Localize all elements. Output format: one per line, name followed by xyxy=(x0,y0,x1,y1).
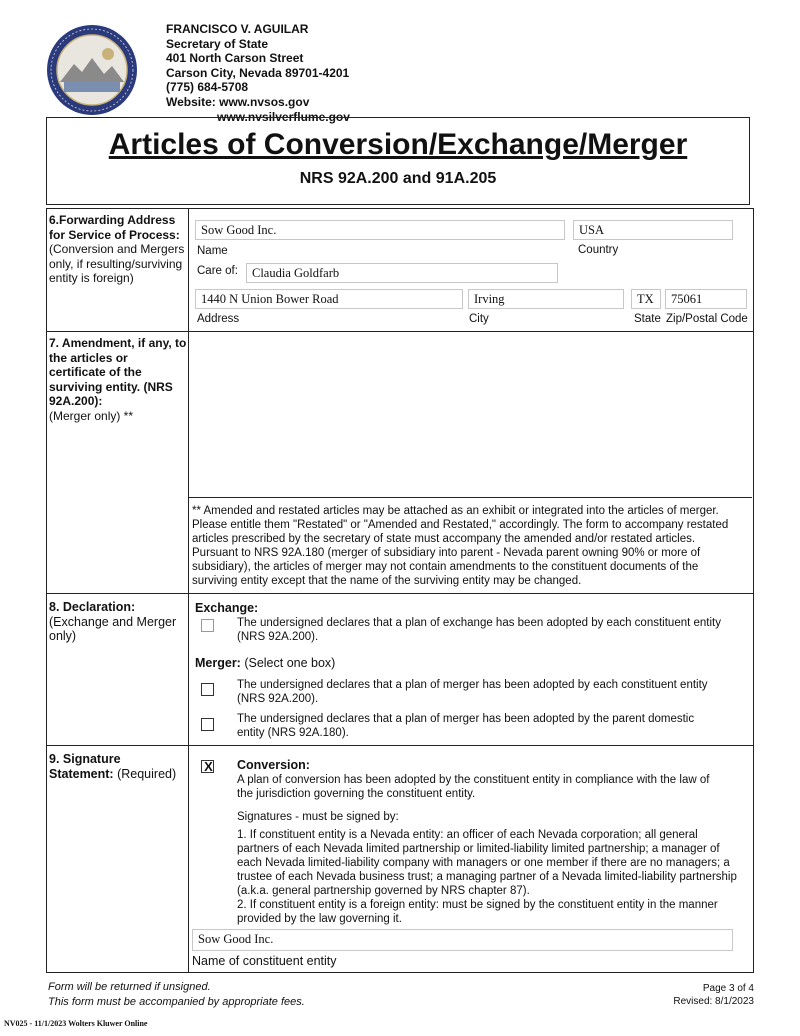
section-9-title: 9. Signature Statement: xyxy=(49,752,121,781)
section-8-note: (Exchange and Merger only) xyxy=(49,614,177,643)
merger-all-text xyxy=(237,678,708,706)
note-line: ** Amended and restated articles may be attached as an exhibit or integrated into the articles of merger. xyxy=(192,505,719,517)
state-seal-icon xyxy=(46,24,138,116)
city-caption: City xyxy=(469,313,489,325)
merger-heading-row xyxy=(195,656,335,670)
merger-parent-checkbox[interactable] xyxy=(201,718,214,731)
exchange-heading: Exchange: xyxy=(195,601,259,615)
section-9-note: (Required) xyxy=(117,766,177,781)
careof-caption: Care of: xyxy=(197,265,238,277)
merger-all-checkbox[interactable] xyxy=(201,683,214,696)
section-6-title: 6.Forwarding Address for Service of Process: xyxy=(49,213,180,242)
sig-line: each Nevada limited-liability company with managers or one member if there are no managers; a xyxy=(237,857,730,869)
constituent-entity-name-field[interactable]: Sow Good Inc. xyxy=(192,929,733,951)
exchange-line: The undersigned declares that a plan of exchange has been adopted by each constituent entity xyxy=(237,617,721,629)
footer-page-number: Page 3 of 4 xyxy=(702,983,754,994)
zip-caption: Zip/Postal Code xyxy=(666,313,748,325)
header-line-city: Carson City, Nevada 89701-4201 xyxy=(166,65,350,80)
section-7-label xyxy=(49,336,187,423)
section-8-title: 8. Declaration: xyxy=(49,600,136,614)
amendment-note xyxy=(192,504,752,588)
state-caption: State xyxy=(634,313,661,325)
header-line-street: 401 North Carson Street xyxy=(166,51,304,66)
country-field[interactable]: USA xyxy=(573,220,733,240)
sig-line: Signatures - must be signed by: xyxy=(237,811,399,823)
footer-unsigned-note: Form will be returned if unsigned. xyxy=(48,981,211,993)
conversion-text xyxy=(237,773,709,801)
column-divider xyxy=(188,746,189,972)
section-signature-statement xyxy=(46,746,754,973)
header-line-phone: (775) 684-5708 xyxy=(166,80,249,95)
conversion-line: the jurisdiction governing the constituent entity. xyxy=(237,788,476,800)
column-divider xyxy=(188,594,189,745)
section-9-label xyxy=(49,752,187,781)
column-divider xyxy=(188,209,189,331)
merger-heading: Merger: xyxy=(195,656,241,670)
section-6-note: (Conversion and Mergers only, if resulting/surviving entity is foreign) xyxy=(49,242,185,285)
sig-line: (a.k.a. general partnership governed by NRS chapter 87). xyxy=(237,885,530,897)
conversion-checkbox[interactable] xyxy=(201,760,214,773)
address-caption: Address xyxy=(197,313,240,325)
zip-field[interactable]: 75061 xyxy=(665,289,747,309)
section-6-label xyxy=(49,213,187,286)
sig-line: trustee of each Nevada business trust; a managing partner of a Nevada limited-liability partnership xyxy=(237,871,737,883)
state-field[interactable]: TX xyxy=(631,289,661,309)
signature-requirements xyxy=(237,810,737,926)
section-8-label xyxy=(49,600,187,644)
note-line: articles prescribed by the secretary of state must accompany the amended and/or restated articles. xyxy=(192,533,696,545)
careof-field[interactable]: Claudia Goldfarb xyxy=(246,263,558,283)
section-forwarding-address xyxy=(46,208,754,332)
header-line-name: FRANCISCO V. AGUILAR xyxy=(166,22,309,36)
footer-form-code: NV025 - 11/1/2023 Wolters Kluwer Online xyxy=(4,1019,148,1028)
exchange-line: (NRS 92A.200). xyxy=(237,631,319,643)
checkbox-checked-icon: X xyxy=(204,759,213,774)
conversion-heading: Conversion: xyxy=(237,758,310,772)
exchange-checkbox[interactable] xyxy=(201,619,214,632)
sig-line: provided by the law governing it. xyxy=(237,913,402,925)
note-line: Please entitle them "Restated" or "Amended and Restated," accordingly. The form to accompany restated xyxy=(192,519,729,531)
footer-fees-note: This form must be accompanied by appropriate fees. xyxy=(48,996,305,1008)
sig-line: partners of each Nevada limited partnership or limited-liability limited partnership; a manager of xyxy=(237,843,720,855)
note-line: surviving entity except that the name of the surviving entity may be changed. xyxy=(192,575,582,587)
section-7-note: (Merger only) ** xyxy=(49,408,134,423)
forwarding-name-field[interactable]: Sow Good Inc. xyxy=(195,220,565,240)
merger1-line: The undersigned declares that a plan of merger has been adopted by each constituent entity xyxy=(237,679,708,691)
section-declaration xyxy=(46,594,754,746)
sig-line: 2. If constituent entity is a foreign entity: must be signed by the constituent entity in the manner xyxy=(237,899,718,911)
amendment-textarea[interactable] xyxy=(189,332,752,498)
header-line-website2: www.nvsilverflume.gov xyxy=(217,109,350,124)
note-line: subsidiary), the articles of merger may not contain amendments to the constituent documents of the xyxy=(192,561,699,573)
entity-caption: Name of constituent entity xyxy=(192,954,337,968)
title-box xyxy=(46,117,750,205)
conversion-line: A plan of conversion has been adopted by the constituent entity in compliance with the law of xyxy=(237,774,710,786)
page-subtitle: NRS 92A.200 and 91A.205 xyxy=(299,170,497,187)
sig-line: 1. If constituent entity is a Nevada entity: an officer of each Nevada corporation; all general xyxy=(237,829,698,841)
merger2-line: The undersigned declares that a plan of merger has been adopted by the parent domestic xyxy=(237,713,695,725)
header-address xyxy=(166,22,350,124)
address-field[interactable]: 1440 N Union Bower Road xyxy=(195,289,463,309)
merger-note: (Select one box) xyxy=(244,656,336,670)
exchange-text xyxy=(237,616,721,644)
section-7-title: 7. Amendment, if any, to the articles or certificate of the surviving entity. (NRS 92A.200): xyxy=(49,336,187,408)
note-line: Pursuant to NRS 92A.180 (merger of subsidiary into parent - Nevada parent owning 90% or more of xyxy=(192,547,701,559)
section-amendment xyxy=(46,332,754,594)
footer-revised-date: Revised: 8/1/2023 xyxy=(673,996,754,1007)
header-line-website: Website: www.nvsos.gov xyxy=(166,94,310,109)
city-field[interactable]: Irving xyxy=(468,289,624,309)
country-caption: Country xyxy=(578,244,619,256)
name-caption: Name xyxy=(197,245,228,257)
header-line-office: Secretary of State xyxy=(166,36,269,51)
merger1-line: (NRS 92A.200). xyxy=(237,693,319,705)
merger2-line: entity (NRS 92A.180). xyxy=(237,727,349,739)
merger-parent-text xyxy=(237,712,694,740)
page-title: Articles of Conversion/Exchange/Merger xyxy=(108,128,688,161)
